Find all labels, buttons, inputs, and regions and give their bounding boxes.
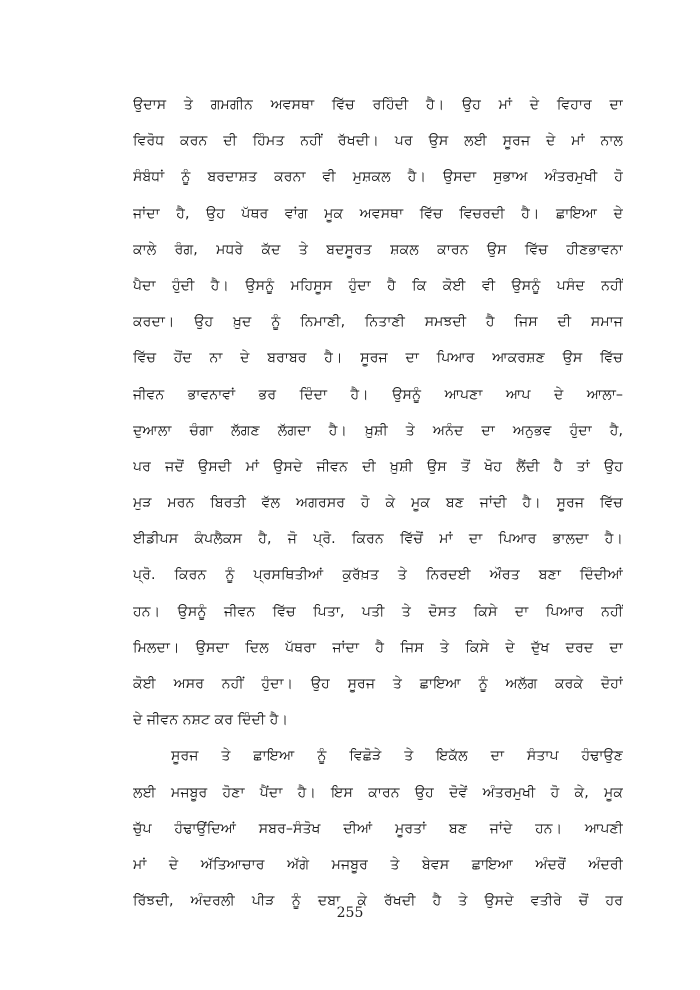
text-line: ਕਾਲੇ ਰੰਗ, ਮਧਰੇ ਕੱਦ ਤੇ ਬਦਸੂਰਤ ਸ਼ਕਲ ਕਾਰਨ ਉਸ ਵਿੱਚ ਹੀਣਭਾਵਨਾ (133, 241, 623, 258)
text-line: ਮਿਲਦਾ। ਉਸਦਾ ਦਿਲ ਪੱਥਰਾ ਜਾਂਦਾ ਹੈ ਜਿਸ ਤੇ ਕਿਸੇ ਦੇ ਦੁੱਖ ਦਰਦ ਦਾ (133, 639, 623, 656)
text-line: ਵਿੱਚ ਹੋਂਦ ਨਾ ਦੇ ਬਰਾਬਰ ਹੈ। ਸੂਰਜ ਦਾ ਪਿਆਰ ਆਕਰਸ਼ਣ ਉਸ ਵਿੱਚ (133, 350, 623, 367)
text-line: ਕੋਈ ਅਸਰ ਨਹੀਂ ਹੁੰਦਾ। ਉਹ ਸੂਰਜ ਤੇ ਛਾਇਆ ਨੂੰ ਅਲੱਗ ਕਰਕੇ ਦੋਹਾਂ (133, 676, 623, 692)
text-line: ਪਰ ਜਦੋਂ ਉਸਦੀ ਮਾਂ ਉਸਦੇ ਜੀਵਨ ਦੀ ਖ਼ੁਸ਼ੀ ਉਸ ਤੋਂ ਖੋਹ ਲੈਂਦੀ ਹੈ ਤਾਂ ਉਹ (133, 458, 623, 475)
text-line: ਕਰਦਾ। ਉਹ ਖ਼ੁਦ ਨੂੰ ਨਿਮਾਣੀ, ਨਿਤਾਣੀ ਸਮਝਦੀ ਹੈ ਜਿਸ ਦੀ ਸਮਾਜ (133, 314, 623, 331)
page-number: 255 (336, 905, 364, 921)
paragraph (133, 87, 623, 738)
text-line: ਚੁੱਪ ਹੰਢਾਉਂਦਿਆਂ ਸਬਰ–ਸੰਤੋਖ ਦੀਆਂ ਮੂਰਤਾਂ ਬਣ ਜਾਂਦੇ ਹਨ। ਆਪਣੀ (133, 820, 623, 837)
text-line: ਮਾਂ ਦੇ ਅੱਤਿਆਚਾਰ ਅੱਗੇ ਮਜਬੂਰ ਤੇ ਬੇਵਸ ਛਾਇਆ ਅੰਦਰੋਂ ਅੰਦਰੀ (133, 856, 623, 873)
text-line: ਦੇ ਜੀਵਨ ਨਸ਼ਟ ਕਰ ਦਿੰਦੀ ਹੈ। (133, 712, 289, 729)
text-line: ਸੂਰਜ ਤੇ ਛਾਇਆ ਨੂੰ ਵਿਛੋੜੇ ਤੇ ਇਕੱਲ ਦਾ ਸੰਤਾਪ ਹੰਢਾਉਣ (171, 748, 623, 765)
text-line: ਰਿੱਝਦੀ, ਅੰਦਰਲੀ ਪੀੜ ਨੂੰ ਦਬਾ ਕੇ ਰੱਖਦੀ ਹੈ ਤੇ ਉਸਦੇ ਵਤੀਰੇ ਚੋਂ ਹਰ (133, 893, 623, 910)
text-line: ਜੀਵਨ ਭਾਵਨਾਵਾਂ ਭਰ ਦਿੰਦਾ ਹੈ। ਉਸਨੂੰ ਆਪਣਾ ਆਪ ਦੇ ਆਲਾ– (133, 386, 623, 403)
text-line: ਮੁੜ ਮਰਨ ਬਿਰਤੀ ਵੱਲ ਅਗਰਸਰ ਹੋ ਕੇ ਮੂਕ ਬਣ ਜਾਂਦੀ ਹੈ। ਸੂਰਜ ਵਿੱਚ (133, 495, 623, 512)
body-text (133, 87, 623, 919)
text-line: ਸੰਬੰਧਾਂ ਨੂੰ ਬਰਦਾਸ਼ਤ ਕਰਨਾ ਵੀ ਮੁਸ਼ਕਲ ਹੈ। ਉਸਦਾ ਸੁਭਾਅ ਅੰਤਰਮੁਖੀ ਹੋ (133, 169, 623, 186)
text-line: ਜਾਂਦਾ ਹੈ, ਉਹ ਪੱਥਰ ਵਾਂਗ ਮੂਕ ਅਵਸਥਾ ਵਿੱਚ ਵਿਚਰਦੀ ਹੈ। ਛਾਇਆ ਦੇ (133, 205, 623, 222)
paragraph (133, 738, 623, 919)
text-line: ਵਿਰੋਧ ਕਰਨ ਦੀ ਹਿੰਮਤ ਨਹੀਂ ਰੱਖਦੀ। ਪਰ ਉਸ ਲਈ ਸੂਰਜ ਦੇ ਮਾਂ ਨਾਲ (133, 133, 623, 150)
text-line: ਉਦਾਸ ਤੇ ਗਮਗੀਨ ਅਵਸਥਾ ਵਿੱਚ ਰਹਿੰਦੀ ਹੈ। ਉਹ ਮਾਂ ਦੇ ਵਿਹਾਰ ਦਾ (133, 97, 623, 113)
text-line: ਹਨ। ਉਸਨੂੰ ਜੀਵਨ ਵਿੱਚ ਪਿਤਾ, ਪਤੀ ਤੇ ਦੋਸਤ ਕਿਸੇ ਦਾ ਪਿਆਰ ਨਹੀਂ (133, 603, 623, 620)
text-line: ਲਈ ਮਜਬੂਰ ਹੋਣਾ ਪੈਂਦਾ ਹੈ। ਇਸ ਕਾਰਨ ਉਹ ਦੋਵੇਂ ਅੰਤਰਮੁਖੀ ਹੋ ਕੇ, ਮੂਕ (133, 784, 623, 801)
text-line: ਪੈਦਾ ਹੁੰਦੀ ਹੈ। ਉਸਨੂੰ ਮਹਿਸੂਸ ਹੁੰਦਾ ਹੈ ਕਿ ਕੋਈ ਵੀ ਉਸਨੂੰ ਪਸੰਦ ਨਹੀਂ (133, 277, 623, 294)
text-line: ਪ੍ਰੋ. ਕਿਰਨ ਨੂੰ ਪ੍ਰਸਥਿਤੀਆਂ ਕੁਰੱਖ਼ਤ ਤੇ ਨਿਰਦਈ ਔਰਤ ਬਣਾ ਦਿੰਦੀਆਂ (133, 567, 623, 584)
text-line: ਦੁਆਲਾ ਚੰਗਾ ਲੱਗਣ ਲੱਗਦਾ ਹੈ। ਖ਼ੁਸ਼ੀ ਤੇ ਅਨੰਦ ਦਾ ਅਨੁਭਵ ਹੁੰਦਾ ਹੈ, (133, 422, 623, 439)
text-line: ਈਡੀਪਸ ਕੰਪਲੈਕਸ ਹੈ, ਜੋ ਪ੍ਰੋ. ਕਿਰਨ ਵਿੱਚੋਂ ਮਾਂ ਦਾ ਪਿਆਰ ਭਾਲਦਾ ਹੈ। (133, 531, 623, 548)
